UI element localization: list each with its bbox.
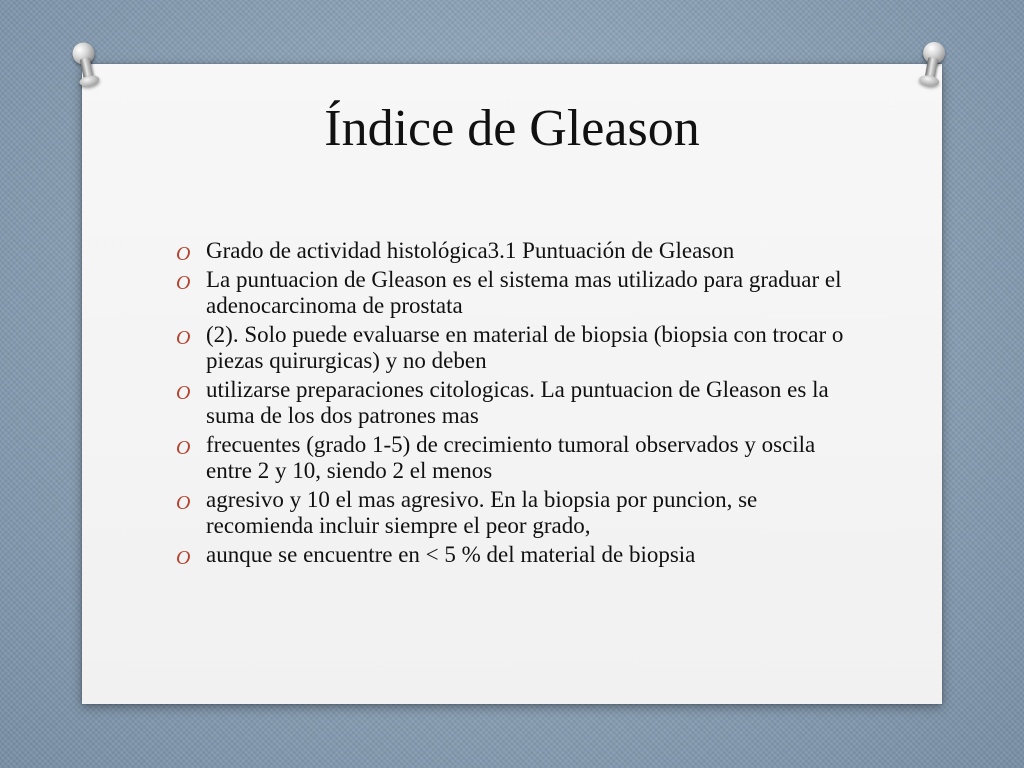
pushpin-base — [79, 74, 101, 88]
bullet-item — [176, 322, 856, 374]
bullet-text: agresivo y 10 el mas agresivo. En la biopsia por puncion, se recomienda incluir siempre el peor grado, — [206, 487, 758, 538]
bullet-text: aunque se encuentre en < 5 % del material de biopsia — [206, 542, 696, 567]
bullet-marker-icon: O — [176, 327, 191, 349]
bullet-marker-icon: O — [176, 547, 191, 569]
bullet-item — [176, 432, 856, 484]
bullet-item — [176, 238, 856, 264]
bullet-text: (2). Solo puede evaluarse en material de biopsia (biopsia con trocar o piezas quirurgicas) y no deben — [206, 322, 844, 373]
bullet-item — [176, 267, 856, 319]
pushpin-icon — [68, 39, 107, 90]
bullet-text: Grado de actividad histológica3.1 Puntuación de Gleason — [206, 238, 735, 263]
bullet-marker-icon: O — [176, 492, 191, 514]
bullet-marker-icon: O — [176, 243, 191, 265]
bullet-text: frecuentes (grado 1-5) de crecimiento tumoral observados y oscila entre 2 y 10, siendo 2 el menos — [206, 432, 816, 483]
bullet-item — [176, 487, 856, 539]
bullet-marker-icon: O — [176, 272, 191, 294]
pushpin-base — [919, 74, 940, 87]
slide-title: Índice de Gleason — [324, 100, 700, 157]
bullet-text: utilizarse preparaciones citologicas. La puntuacion de Gleason es la suma de los dos patrones mas — [206, 377, 829, 428]
bullet-list — [176, 238, 856, 571]
bullet-item — [176, 377, 856, 429]
pushpin-icon — [914, 40, 952, 91]
bullet-marker-icon: O — [176, 382, 191, 404]
bullet-item — [176, 542, 856, 568]
bullet-marker-icon: O — [176, 437, 191, 459]
bullet-text: La puntuacion de Gleason es el sistema mas utilizado para graduar el adenocarcinoma de prostata — [206, 267, 842, 318]
